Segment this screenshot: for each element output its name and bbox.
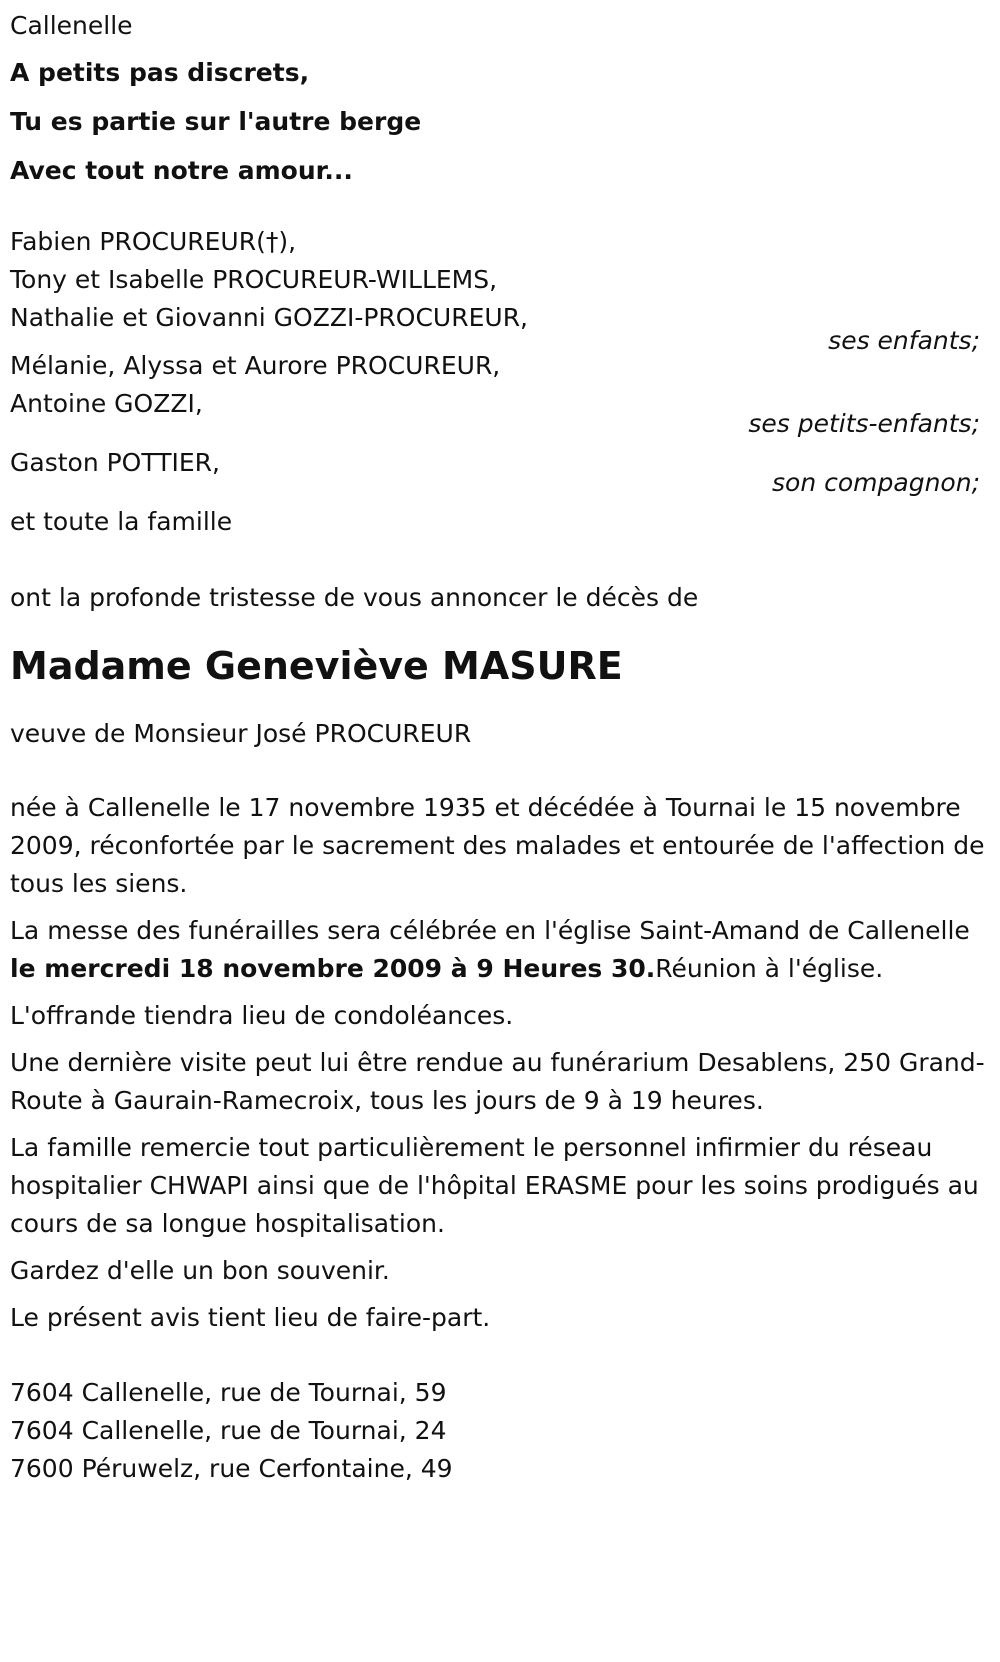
notice-text: Le présent avis tient lieu de faire-part.: [10, 1303, 491, 1332]
place-header: Callenelle: [10, 11, 133, 40]
thanks-text: La famille remercie tout particulièrement le personnel infirmier du réseau hospitalier CHWAPI ainsi que de l'hôpital ERASME pour les soins prodigués au cours de sa longue hospitalisation.: [10, 1133, 979, 1238]
addresses: [10, 1374, 990, 1488]
mass-date: le mercredi 18 novembre 2009 à 9 Heures 30.: [10, 954, 656, 983]
poem-line: Avec tout notre amour...: [10, 156, 353, 185]
grandchildren-role: ses petits-enfants;: [748, 409, 980, 438]
birth-death-text: née à Callenelle le 17 novembre 1935 et décédée à Tournai le 15 novembre 2009, réconfortée par le sacrement des malades et entourée de l'affection de tous les siens.: [10, 793, 985, 898]
child-name: Fabien PROCUREUR(†),: [10, 227, 297, 256]
companion-role: son compagnon;: [772, 468, 980, 497]
address-line: 7600 Péruwelz, rue Cerfontaine, 49: [10, 1454, 453, 1483]
deceased-name: Madame Geneviève MASURE: [10, 644, 623, 688]
poem: [10, 53, 990, 200]
mass-prefix: La messe des funérailles sera célébrée en l'église Saint-Amand de Callenelle: [10, 916, 970, 945]
grandchild-name: Antoine GOZZI,: [10, 389, 203, 418]
poem-line: Tu es partie sur l'autre berge: [10, 107, 422, 136]
widow-of: veuve de Monsieur José PROCUREUR: [10, 719, 472, 748]
grandchild-name: Mélanie, Alyssa et Aurore PROCUREUR,: [10, 351, 501, 380]
children-role: ses enfants;: [828, 326, 980, 355]
children-block: [10, 223, 990, 332]
child-name: Nathalie et Giovanni GOZZI-PROCUREUR,: [10, 303, 529, 332]
poem-line: A petits pas discrets,: [10, 58, 310, 87]
address-line: 7604 Callenelle, rue de Tournai, 24: [10, 1416, 447, 1445]
companion-name: Gaston POTTIER,: [10, 448, 220, 477]
obituary-notice: [10, 6, 990, 1488]
address-line: 7604 Callenelle, rue de Tournai, 59: [10, 1378, 447, 1407]
offering-text: L'offrande tiendra lieu de condoléances.: [10, 1001, 514, 1030]
mass-text: [10, 912, 990, 988]
memory-text: Gardez d'elle un bon souvenir.: [10, 1256, 390, 1285]
rest-of-family: et toute la famille: [10, 507, 233, 536]
mass-suffix: Réunion à l'église.: [655, 954, 884, 983]
visit-text: Une dernière visite peut lui être rendue au funérarium Desablens, 250 Grand-Route à Gaurain-Ramecroix, tous les jours de 9 à 19 heures.: [10, 1048, 985, 1115]
child-name: Tony et Isabelle PROCUREUR-WILLEMS,: [10, 265, 498, 294]
announcement: ont la profonde tristesse de vous annoncer le décès de: [10, 583, 699, 612]
